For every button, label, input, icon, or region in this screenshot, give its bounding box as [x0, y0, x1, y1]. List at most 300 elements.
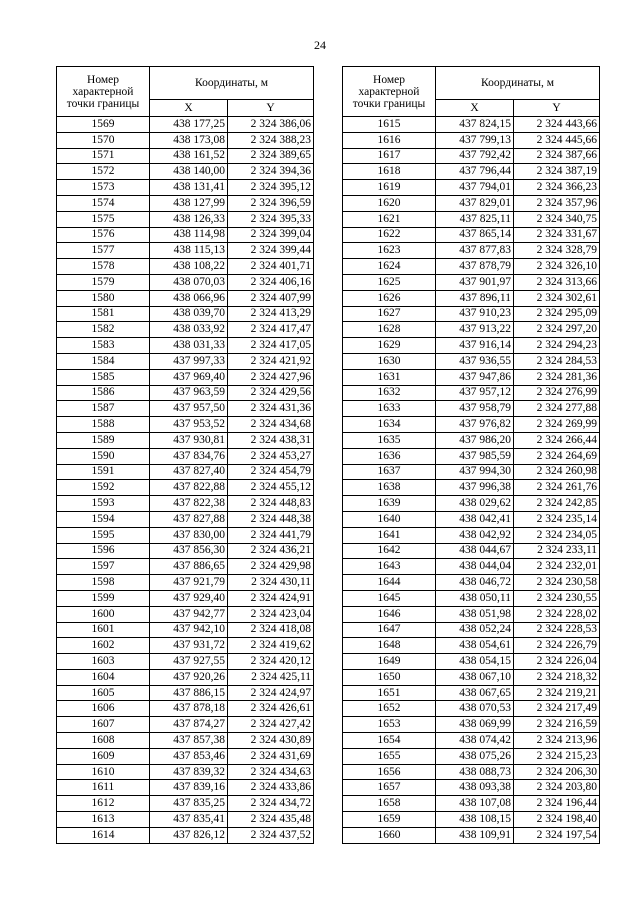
x-coordinate-cell: 437 799,13	[436, 132, 514, 148]
table-row	[57, 638, 314, 654]
table-row	[57, 796, 314, 812]
point-number-cell: 1623	[343, 243, 436, 259]
table-row	[57, 827, 314, 843]
x-coordinate-cell: 437 986,20	[436, 432, 514, 448]
table-row	[343, 780, 600, 796]
table-row	[57, 227, 314, 243]
x-coordinate-cell: 437 936,55	[436, 353, 514, 369]
y-coordinate-cell: 2 324 448,83	[228, 496, 314, 512]
y-coordinate-cell: 2 324 445,66	[514, 132, 600, 148]
point-number-cell: 1643	[343, 559, 436, 575]
table-row	[57, 717, 314, 733]
point-number-cell: 1578	[57, 259, 150, 275]
x-coordinate-cell: 437 877,83	[436, 243, 514, 259]
table-row	[57, 780, 314, 796]
x-coordinate-cell: 438 088,73	[436, 764, 514, 780]
y-coordinate-cell: 2 324 434,68	[228, 417, 314, 433]
y-coordinate-cell: 2 324 284,53	[514, 353, 600, 369]
point-number-cell: 1651	[343, 685, 436, 701]
y-coordinate-cell: 2 324 427,42	[228, 717, 314, 733]
point-number-cell: 1605	[57, 685, 150, 701]
y-coordinate-cell: 2 324 437,52	[228, 827, 314, 843]
table-row	[343, 401, 600, 417]
point-number-cell: 1642	[343, 543, 436, 559]
point-number-cell: 1620	[343, 195, 436, 211]
table-row	[343, 827, 600, 843]
x-coordinate-cell: 437 957,50	[150, 401, 228, 417]
table-row	[57, 575, 314, 591]
x-coordinate-cell: 438 031,33	[150, 338, 228, 354]
x-coordinate-cell: 438 052,24	[436, 622, 514, 638]
y-coordinate-cell: 2 324 218,32	[514, 669, 600, 685]
x-coordinate-cell: 438 107,08	[436, 796, 514, 812]
y-coordinate-cell: 2 324 295,09	[514, 306, 600, 322]
table-row	[57, 180, 314, 196]
table-row	[57, 448, 314, 464]
x-coordinate-cell: 437 824,15	[436, 117, 514, 133]
table-row	[343, 559, 600, 575]
point-number-cell: 1583	[57, 338, 150, 354]
table-row	[57, 338, 314, 354]
table-row	[343, 638, 600, 654]
x-coordinate-cell: 437 886,65	[150, 559, 228, 575]
point-number-cell: 1653	[343, 717, 436, 733]
x-coordinate-cell: 438 066,96	[150, 290, 228, 306]
y-coordinate-cell: 2 324 297,20	[514, 322, 600, 338]
x-coordinate-cell: 437 927,55	[150, 654, 228, 670]
table-row	[343, 480, 600, 496]
x-coordinate-cell: 437 997,33	[150, 353, 228, 369]
y-coordinate-cell: 2 324 264,69	[514, 448, 600, 464]
table-row	[57, 464, 314, 480]
y-coordinate-cell: 2 324 233,11	[514, 543, 600, 559]
x-coordinate-cell: 437 931,72	[150, 638, 228, 654]
point-number-cell: 1574	[57, 195, 150, 211]
point-number-cell: 1596	[57, 543, 150, 559]
y-coordinate-cell: 2 324 431,69	[228, 748, 314, 764]
y-coordinate-cell: 2 324 399,04	[228, 227, 314, 243]
point-number-cell: 1654	[343, 733, 436, 749]
y-coordinate-cell: 2 324 326,10	[514, 259, 600, 275]
y-coordinate-cell: 2 324 429,98	[228, 559, 314, 575]
table-row	[57, 306, 314, 322]
point-number-cell: 1645	[343, 590, 436, 606]
y-coordinate-cell: 2 324 434,63	[228, 764, 314, 780]
table-row	[343, 180, 600, 196]
y-coordinate-cell: 2 324 417,05	[228, 338, 314, 354]
x-coordinate-cell: 437 929,40	[150, 590, 228, 606]
x-coordinate-cell: 437 878,79	[436, 259, 514, 275]
y-coordinate-cell: 2 324 443,66	[514, 117, 600, 133]
table-row	[343, 575, 600, 591]
table-row	[57, 606, 314, 622]
point-number-cell: 1608	[57, 733, 150, 749]
point-number-cell: 1570	[57, 132, 150, 148]
x-coordinate-cell: 437 839,16	[150, 780, 228, 796]
x-coordinate-cell: 438 054,61	[436, 638, 514, 654]
x-coordinate-cell: 437 857,38	[150, 733, 228, 749]
y-coordinate-cell: 2 324 198,40	[514, 812, 600, 828]
y-coordinate-cell: 2 324 232,01	[514, 559, 600, 575]
point-number-cell: 1616	[343, 132, 436, 148]
table-row	[343, 417, 600, 433]
x-coordinate-cell: 437 910,23	[436, 306, 514, 322]
point-number-cell: 1656	[343, 764, 436, 780]
point-number-cell: 1660	[343, 827, 436, 843]
point-number-cell: 1655	[343, 748, 436, 764]
x-coordinate-cell: 437 921,79	[150, 575, 228, 591]
point-number-cell: 1652	[343, 701, 436, 717]
y-coordinate-cell: 2 324 216,59	[514, 717, 600, 733]
table-row	[343, 496, 600, 512]
y-coordinate-cell: 2 324 424,91	[228, 590, 314, 606]
point-header-line3: точки границы	[352, 97, 426, 110]
point-number-cell: 1572	[57, 164, 150, 180]
point-number-cell: 1599	[57, 590, 150, 606]
x-coordinate-cell: 437 822,88	[150, 480, 228, 496]
point-number-cell: 1580	[57, 290, 150, 306]
x-coordinate-cell: 438 074,42	[436, 733, 514, 749]
y-coordinate-cell: 2 324 427,96	[228, 369, 314, 385]
x-coordinate-cell: 438 070,53	[436, 701, 514, 717]
y-coordinate-cell: 2 324 234,05	[514, 527, 600, 543]
x-coordinate-cell: 437 839,32	[150, 764, 228, 780]
table-row	[57, 685, 314, 701]
table-row	[343, 812, 600, 828]
table-row	[57, 211, 314, 227]
table-row	[343, 622, 600, 638]
point-number-cell: 1646	[343, 606, 436, 622]
x-header: X	[150, 100, 228, 117]
x-coordinate-cell: 437 994,30	[436, 464, 514, 480]
point-number-cell: 1644	[343, 575, 436, 591]
point-number-cell: 1630	[343, 353, 436, 369]
table-row	[57, 622, 314, 638]
x-coordinate-cell: 438 069,99	[436, 717, 514, 733]
y-coordinate-cell: 2 324 419,62	[228, 638, 314, 654]
point-number-cell: 1638	[343, 480, 436, 496]
y-coordinate-cell: 2 324 394,36	[228, 164, 314, 180]
table-row	[57, 559, 314, 575]
y-coordinate-cell: 2 324 294,23	[514, 338, 600, 354]
y-header: Y	[228, 100, 314, 117]
x-coordinate-cell: 438 093,38	[436, 780, 514, 796]
table-row	[57, 243, 314, 259]
y-coordinate-cell: 2 324 340,75	[514, 211, 600, 227]
y-coordinate-cell: 2 324 302,61	[514, 290, 600, 306]
table-row	[343, 527, 600, 543]
table-row	[57, 385, 314, 401]
table-row	[343, 164, 600, 180]
table-row	[343, 195, 600, 211]
table-row	[57, 401, 314, 417]
point-number-cell: 1582	[57, 322, 150, 338]
y-coordinate-cell: 2 324 235,14	[514, 511, 600, 527]
x-coordinate-cell: 438 140,00	[150, 164, 228, 180]
x-coordinate-cell: 438 051,98	[436, 606, 514, 622]
point-number-cell: 1633	[343, 401, 436, 417]
y-coordinate-cell: 2 324 434,72	[228, 796, 314, 812]
x-coordinate-cell: 438 067,10	[436, 669, 514, 685]
point-number-cell: 1577	[57, 243, 150, 259]
point-number-cell: 1658	[343, 796, 436, 812]
y-coordinate-cell: 2 324 425,11	[228, 669, 314, 685]
x-coordinate-cell: 438 029,62	[436, 496, 514, 512]
y-coordinate-cell: 2 324 331,67	[514, 227, 600, 243]
x-header: X	[436, 100, 514, 117]
y-coordinate-cell: 2 324 399,44	[228, 243, 314, 259]
point-number-cell: 1576	[57, 227, 150, 243]
y-coordinate-cell: 2 324 430,11	[228, 575, 314, 591]
y-coordinate-cell: 2 324 455,12	[228, 480, 314, 496]
x-coordinate-cell: 438 075,26	[436, 748, 514, 764]
x-coordinate-cell: 438 042,92	[436, 527, 514, 543]
y-header: Y	[514, 100, 600, 117]
point-number-cell: 1617	[343, 148, 436, 164]
point-number-cell: 1607	[57, 717, 150, 733]
point-number-cell: 1604	[57, 669, 150, 685]
y-coordinate-cell: 2 324 436,21	[228, 543, 314, 559]
x-coordinate-cell: 437 920,26	[150, 669, 228, 685]
table-row	[343, 717, 600, 733]
point-number-cell: 1628	[343, 322, 436, 338]
point-number-cell: 1619	[343, 180, 436, 196]
x-coordinate-cell: 438 108,15	[436, 812, 514, 828]
x-coordinate-cell: 437 913,22	[436, 322, 514, 338]
y-coordinate-cell: 2 324 228,53	[514, 622, 600, 638]
point-number-cell: 1591	[57, 464, 150, 480]
x-coordinate-cell: 438 033,92	[150, 322, 228, 338]
point-number-cell: 1622	[343, 227, 436, 243]
point-number-cell: 1595	[57, 527, 150, 543]
table-row	[343, 306, 600, 322]
table-row	[57, 590, 314, 606]
y-coordinate-cell: 2 324 407,99	[228, 290, 314, 306]
y-coordinate-cell: 2 324 242,85	[514, 496, 600, 512]
point-number-cell: 1585	[57, 369, 150, 385]
table-row	[343, 338, 600, 354]
point-number-cell: 1611	[57, 780, 150, 796]
table-row	[57, 432, 314, 448]
x-coordinate-cell: 438 126,33	[150, 211, 228, 227]
point-number-cell: 1610	[57, 764, 150, 780]
y-coordinate-cell: 2 324 420,12	[228, 654, 314, 670]
point-number-cell: 1590	[57, 448, 150, 464]
table-row	[343, 227, 600, 243]
x-coordinate-cell: 438 177,25	[150, 117, 228, 133]
point-number-cell: 1581	[57, 306, 150, 322]
point-number-cell: 1594	[57, 511, 150, 527]
x-coordinate-cell: 438 046,72	[436, 575, 514, 591]
y-coordinate-cell: 2 324 431,36	[228, 401, 314, 417]
table-row	[57, 195, 314, 211]
table-row	[343, 590, 600, 606]
point-number-cell: 1602	[57, 638, 150, 654]
point-number-cell: 1593	[57, 496, 150, 512]
point-number-cell: 1613	[57, 812, 150, 828]
x-coordinate-cell: 437 942,77	[150, 606, 228, 622]
y-coordinate-cell: 2 324 230,58	[514, 575, 600, 591]
point-number-cell: 1639	[343, 496, 436, 512]
point-header-line2: характерной	[358, 85, 420, 98]
table-row	[343, 274, 600, 290]
table-row	[343, 669, 600, 685]
x-coordinate-cell: 437 996,38	[436, 480, 514, 496]
y-coordinate-cell: 2 324 219,21	[514, 685, 600, 701]
table-row	[57, 148, 314, 164]
y-coordinate-cell: 2 324 417,47	[228, 322, 314, 338]
x-coordinate-cell: 437 976,82	[436, 417, 514, 433]
y-coordinate-cell: 2 324 217,49	[514, 701, 600, 717]
point-number-cell: 1603	[57, 654, 150, 670]
x-coordinate-cell: 437 942,10	[150, 622, 228, 638]
table-row	[343, 543, 600, 559]
table-row	[57, 511, 314, 527]
point-number-cell: 1597	[57, 559, 150, 575]
point-number-cell: 1632	[343, 385, 436, 401]
point-number-cell: 1635	[343, 432, 436, 448]
x-coordinate-cell: 437 826,12	[150, 827, 228, 843]
coordinates-header: Координаты, м	[150, 67, 314, 100]
table-row	[343, 733, 600, 749]
table-row	[57, 259, 314, 275]
y-coordinate-cell: 2 324 424,97	[228, 685, 314, 701]
y-coordinate-cell: 2 324 413,29	[228, 306, 314, 322]
x-coordinate-cell: 437 985,59	[436, 448, 514, 464]
point-number-cell: 1636	[343, 448, 436, 464]
table-row	[57, 496, 314, 512]
y-coordinate-cell: 2 324 277,88	[514, 401, 600, 417]
y-coordinate-cell: 2 324 396,59	[228, 195, 314, 211]
point-number-cell: 1569	[57, 117, 150, 133]
point-number-cell: 1647	[343, 622, 436, 638]
table-row	[57, 701, 314, 717]
point-number-cell: 1624	[343, 259, 436, 275]
y-coordinate-cell: 2 324 387,66	[514, 148, 600, 164]
x-coordinate-cell: 438 161,52	[150, 148, 228, 164]
y-coordinate-cell: 2 324 230,55	[514, 590, 600, 606]
table-row	[57, 733, 314, 749]
table-row	[343, 385, 600, 401]
y-coordinate-cell: 2 324 206,30	[514, 764, 600, 780]
table-row	[57, 527, 314, 543]
x-coordinate-cell: 438 109,91	[436, 827, 514, 843]
y-coordinate-cell: 2 324 426,61	[228, 701, 314, 717]
point-number-cell: 1588	[57, 417, 150, 433]
y-coordinate-cell: 2 324 313,66	[514, 274, 600, 290]
point-number-cell: 1612	[57, 796, 150, 812]
y-coordinate-cell: 2 324 423,04	[228, 606, 314, 622]
x-coordinate-cell: 438 070,03	[150, 274, 228, 290]
y-coordinate-cell: 2 324 435,48	[228, 812, 314, 828]
point-number-cell: 1637	[343, 464, 436, 480]
coordinates-table-right	[342, 66, 600, 844]
point-number-header	[57, 67, 150, 117]
table-row	[343, 259, 600, 275]
x-coordinate-cell: 437 794,01	[436, 180, 514, 196]
table-row	[57, 748, 314, 764]
y-coordinate-cell: 2 324 328,79	[514, 243, 600, 259]
x-coordinate-cell: 438 044,67	[436, 543, 514, 559]
table-row	[343, 290, 600, 306]
y-coordinate-cell: 2 324 454,79	[228, 464, 314, 480]
x-coordinate-cell: 437 856,30	[150, 543, 228, 559]
point-number-cell: 1592	[57, 480, 150, 496]
x-coordinate-cell: 437 916,14	[436, 338, 514, 354]
table-row	[57, 480, 314, 496]
y-coordinate-cell: 2 324 387,19	[514, 164, 600, 180]
y-coordinate-cell: 2 324 281,36	[514, 369, 600, 385]
x-coordinate-cell: 437 874,27	[150, 717, 228, 733]
table-row	[343, 654, 600, 670]
point-number-cell: 1614	[57, 827, 150, 843]
y-coordinate-cell: 2 324 386,06	[228, 117, 314, 133]
x-coordinate-cell: 438 131,41	[150, 180, 228, 196]
x-coordinate-cell: 437 953,52	[150, 417, 228, 433]
point-number-cell: 1600	[57, 606, 150, 622]
table-row	[57, 164, 314, 180]
y-coordinate-cell: 2 324 441,79	[228, 527, 314, 543]
x-coordinate-cell: 438 114,98	[150, 227, 228, 243]
table-row	[343, 685, 600, 701]
point-number-cell: 1641	[343, 527, 436, 543]
point-number-cell: 1659	[343, 812, 436, 828]
x-coordinate-cell: 437 853,46	[150, 748, 228, 764]
x-coordinate-cell: 438 054,15	[436, 654, 514, 670]
point-number-cell: 1587	[57, 401, 150, 417]
x-coordinate-cell: 437 878,18	[150, 701, 228, 717]
y-coordinate-cell: 2 324 448,38	[228, 511, 314, 527]
point-number-cell: 1631	[343, 369, 436, 385]
table-row	[57, 543, 314, 559]
x-coordinate-cell: 437 957,12	[436, 385, 514, 401]
table-row	[343, 448, 600, 464]
x-coordinate-cell: 438 050,11	[436, 590, 514, 606]
point-number-cell: 1586	[57, 385, 150, 401]
x-coordinate-cell: 437 834,76	[150, 448, 228, 464]
y-coordinate-cell: 2 324 430,89	[228, 733, 314, 749]
y-coordinate-cell: 2 324 357,96	[514, 195, 600, 211]
table-row	[343, 511, 600, 527]
point-number-cell: 1575	[57, 211, 150, 227]
table-row	[343, 464, 600, 480]
x-coordinate-cell: 438 115,13	[150, 243, 228, 259]
y-coordinate-cell: 2 324 389,65	[228, 148, 314, 164]
y-coordinate-cell: 2 324 215,23	[514, 748, 600, 764]
point-number-cell: 1573	[57, 180, 150, 196]
table-row	[57, 812, 314, 828]
table-row	[57, 322, 314, 338]
point-number-cell: 1601	[57, 622, 150, 638]
x-coordinate-cell: 438 044,04	[436, 559, 514, 575]
y-coordinate-cell: 2 324 395,12	[228, 180, 314, 196]
x-coordinate-cell: 437 827,40	[150, 464, 228, 480]
x-coordinate-cell: 437 886,15	[150, 685, 228, 701]
table-row	[343, 117, 600, 133]
point-number-cell: 1634	[343, 417, 436, 433]
table-row	[57, 117, 314, 133]
x-coordinate-cell: 438 127,99	[150, 195, 228, 211]
x-coordinate-cell: 437 930,81	[150, 432, 228, 448]
y-coordinate-cell: 2 324 401,71	[228, 259, 314, 275]
y-coordinate-cell: 2 324 395,33	[228, 211, 314, 227]
x-coordinate-cell: 437 901,97	[436, 274, 514, 290]
x-coordinate-cell: 437 796,44	[436, 164, 514, 180]
table-row	[57, 764, 314, 780]
y-coordinate-cell: 2 324 418,08	[228, 622, 314, 638]
table-row	[343, 353, 600, 369]
point-number-cell: 1589	[57, 432, 150, 448]
